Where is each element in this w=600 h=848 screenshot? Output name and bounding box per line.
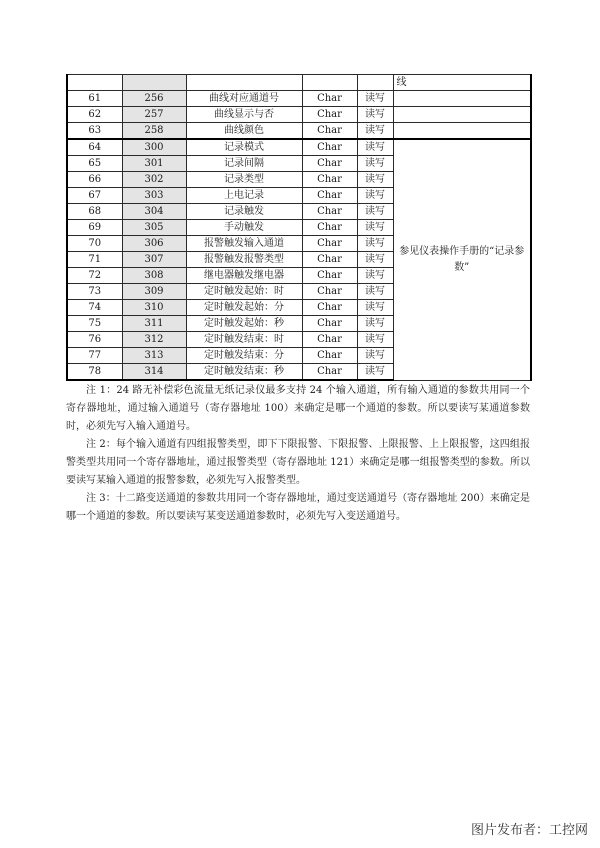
- table-cell: [67, 75, 122, 91]
- access-cell: 读写: [357, 364, 393, 381]
- table-cell: [302, 75, 357, 91]
- access-cell: 读写: [357, 204, 393, 220]
- address-cell: 308: [122, 268, 186, 284]
- data-type-cell: Char: [302, 123, 357, 140]
- data-type-cell: Char: [302, 107, 357, 123]
- access-cell: 读写: [357, 91, 393, 107]
- record-params-note: 参见仪表操作手册的“记录参数”: [393, 139, 531, 380]
- data-type-cell: Char: [302, 364, 357, 381]
- param-name-cell: 手动触发: [186, 220, 302, 236]
- access-cell: 读写: [357, 123, 393, 140]
- param-name-cell: 上电记录: [186, 188, 302, 204]
- param-name-cell: 报警触发输入通道: [186, 236, 302, 252]
- seq-cell: 70: [67, 236, 122, 252]
- param-name-cell: 继电器触发继电器: [186, 268, 302, 284]
- seq-cell: 71: [67, 252, 122, 268]
- seq-cell: 72: [67, 268, 122, 284]
- param-name-cell: 记录间隔: [186, 156, 302, 172]
- data-type-cell: Char: [302, 139, 357, 156]
- seq-cell: 62: [67, 107, 122, 123]
- table-cell: [122, 75, 186, 91]
- address-cell: 300: [122, 139, 186, 156]
- table-cell: [186, 75, 302, 91]
- note-1: 注 1：24 路无补偿彩色流量无纸记录仪最多支持 24 个输入通道，所有输入通道的参数共用同一个寄存器地址，通过输入通道号（寄存器地址 100）来确定是哪一个通道的参数。所以要读写某通道参数时，必须先写入输入通道号。: [66, 385, 530, 432]
- notes-section: [66, 382, 530, 526]
- param-name-cell: 曲线对应通道号: [186, 91, 302, 107]
- param-name-cell: 定时触发起始：时: [186, 284, 302, 300]
- seq-cell: 76: [67, 332, 122, 348]
- seq-cell: 67: [67, 188, 122, 204]
- table-row: [67, 91, 531, 107]
- table-row: [67, 75, 531, 91]
- param-name-cell: 曲线显示与否: [186, 107, 302, 123]
- address-cell: 257: [122, 107, 186, 123]
- data-type-cell: Char: [302, 188, 357, 204]
- note-2: 注 2：每个输入通道有四组报警类型，即下下限报警、下限报警、上限报警、上上限报警，这四组报警类型共用同一个寄存器地址，通过报警类型（寄存器地址 121）来确定是哪一组报警类型的参数。所以要读写某输入通道的报警参数，必须先写入报警类型。: [66, 439, 530, 486]
- address-cell: 304: [122, 204, 186, 220]
- data-type-cell: Char: [302, 268, 357, 284]
- address-cell: 302: [122, 172, 186, 188]
- param-name-cell: 曲线颜色: [186, 123, 302, 140]
- access-cell: 读写: [357, 348, 393, 364]
- table-cell: [393, 107, 531, 123]
- access-cell: 读写: [357, 300, 393, 316]
- address-cell: 307: [122, 252, 186, 268]
- address-cell: 306: [122, 236, 186, 252]
- param-name-cell: 报警触发报警类型: [186, 252, 302, 268]
- seq-cell: 61: [67, 91, 122, 107]
- seq-cell: 77: [67, 348, 122, 364]
- seq-cell: 64: [67, 139, 122, 156]
- data-type-cell: Char: [302, 332, 357, 348]
- access-cell: 读写: [357, 139, 393, 156]
- address-cell: 303: [122, 188, 186, 204]
- table-cell: [393, 123, 531, 140]
- param-name-cell: 定时触发起始：分: [186, 300, 302, 316]
- param-name-cell: 定时触发起始：秒: [186, 316, 302, 332]
- note-3: 注 3：十二路变送通道的参数共用同一个寄存器地址，通过变送通道号（寄存器地址 200）来确定是哪一个通道的参数。所以要读写某变送通道参数时，必须先写入变送通道号。: [66, 493, 530, 522]
- data-type-cell: Char: [302, 172, 357, 188]
- publisher-credit: 图片发布者：工控网: [470, 823, 588, 838]
- access-cell: 读写: [357, 220, 393, 236]
- seq-cell: 68: [67, 204, 122, 220]
- address-cell: 310: [122, 300, 186, 316]
- access-cell: 读写: [357, 236, 393, 252]
- address-cell: 314: [122, 364, 186, 381]
- address-cell: 256: [122, 91, 186, 107]
- address-cell: 311: [122, 316, 186, 332]
- table-row: [67, 107, 531, 123]
- seq-cell: 78: [67, 364, 122, 381]
- data-type-cell: Char: [302, 252, 357, 268]
- address-cell: 301: [122, 156, 186, 172]
- access-cell: 读写: [357, 107, 393, 123]
- register-table: [66, 74, 532, 381]
- data-type-cell: Char: [302, 91, 357, 107]
- access-cell: 读写: [357, 156, 393, 172]
- seq-cell: 74: [67, 300, 122, 316]
- continued-note-cell: 线: [393, 75, 531, 91]
- seq-cell: 69: [67, 220, 122, 236]
- seq-cell: 75: [67, 316, 122, 332]
- access-cell: 读写: [357, 188, 393, 204]
- data-type-cell: Char: [302, 300, 357, 316]
- data-type-cell: Char: [302, 220, 357, 236]
- access-cell: 读写: [357, 284, 393, 300]
- data-type-cell: Char: [302, 316, 357, 332]
- param-name-cell: 定时触发结束：分: [186, 348, 302, 364]
- param-name-cell: 定时触发结束：秒: [186, 364, 302, 381]
- param-name-cell: 记录触发: [186, 204, 302, 220]
- access-cell: 读写: [357, 316, 393, 332]
- param-name-cell: 定时触发结束：时: [186, 332, 302, 348]
- table-cell: [357, 75, 393, 91]
- seq-cell: 66: [67, 172, 122, 188]
- access-cell: 读写: [357, 268, 393, 284]
- address-cell: 312: [122, 332, 186, 348]
- param-name-cell: 记录模式: [186, 139, 302, 156]
- table-row: [67, 139, 531, 156]
- seq-cell: 73: [67, 284, 122, 300]
- data-type-cell: Char: [302, 156, 357, 172]
- access-cell: 读写: [357, 252, 393, 268]
- access-cell: 读写: [357, 332, 393, 348]
- data-type-cell: Char: [302, 204, 357, 220]
- data-type-cell: Char: [302, 348, 357, 364]
- address-cell: 309: [122, 284, 186, 300]
- data-type-cell: Char: [302, 284, 357, 300]
- table-cell: [393, 91, 531, 107]
- address-cell: 313: [122, 348, 186, 364]
- data-type-cell: Char: [302, 236, 357, 252]
- address-cell: 305: [122, 220, 186, 236]
- address-cell: 258: [122, 123, 186, 140]
- param-name-cell: 记录类型: [186, 172, 302, 188]
- seq-cell: 63: [67, 123, 122, 140]
- access-cell: 读写: [357, 172, 393, 188]
- table-row: [67, 123, 531, 140]
- seq-cell: 65: [67, 156, 122, 172]
